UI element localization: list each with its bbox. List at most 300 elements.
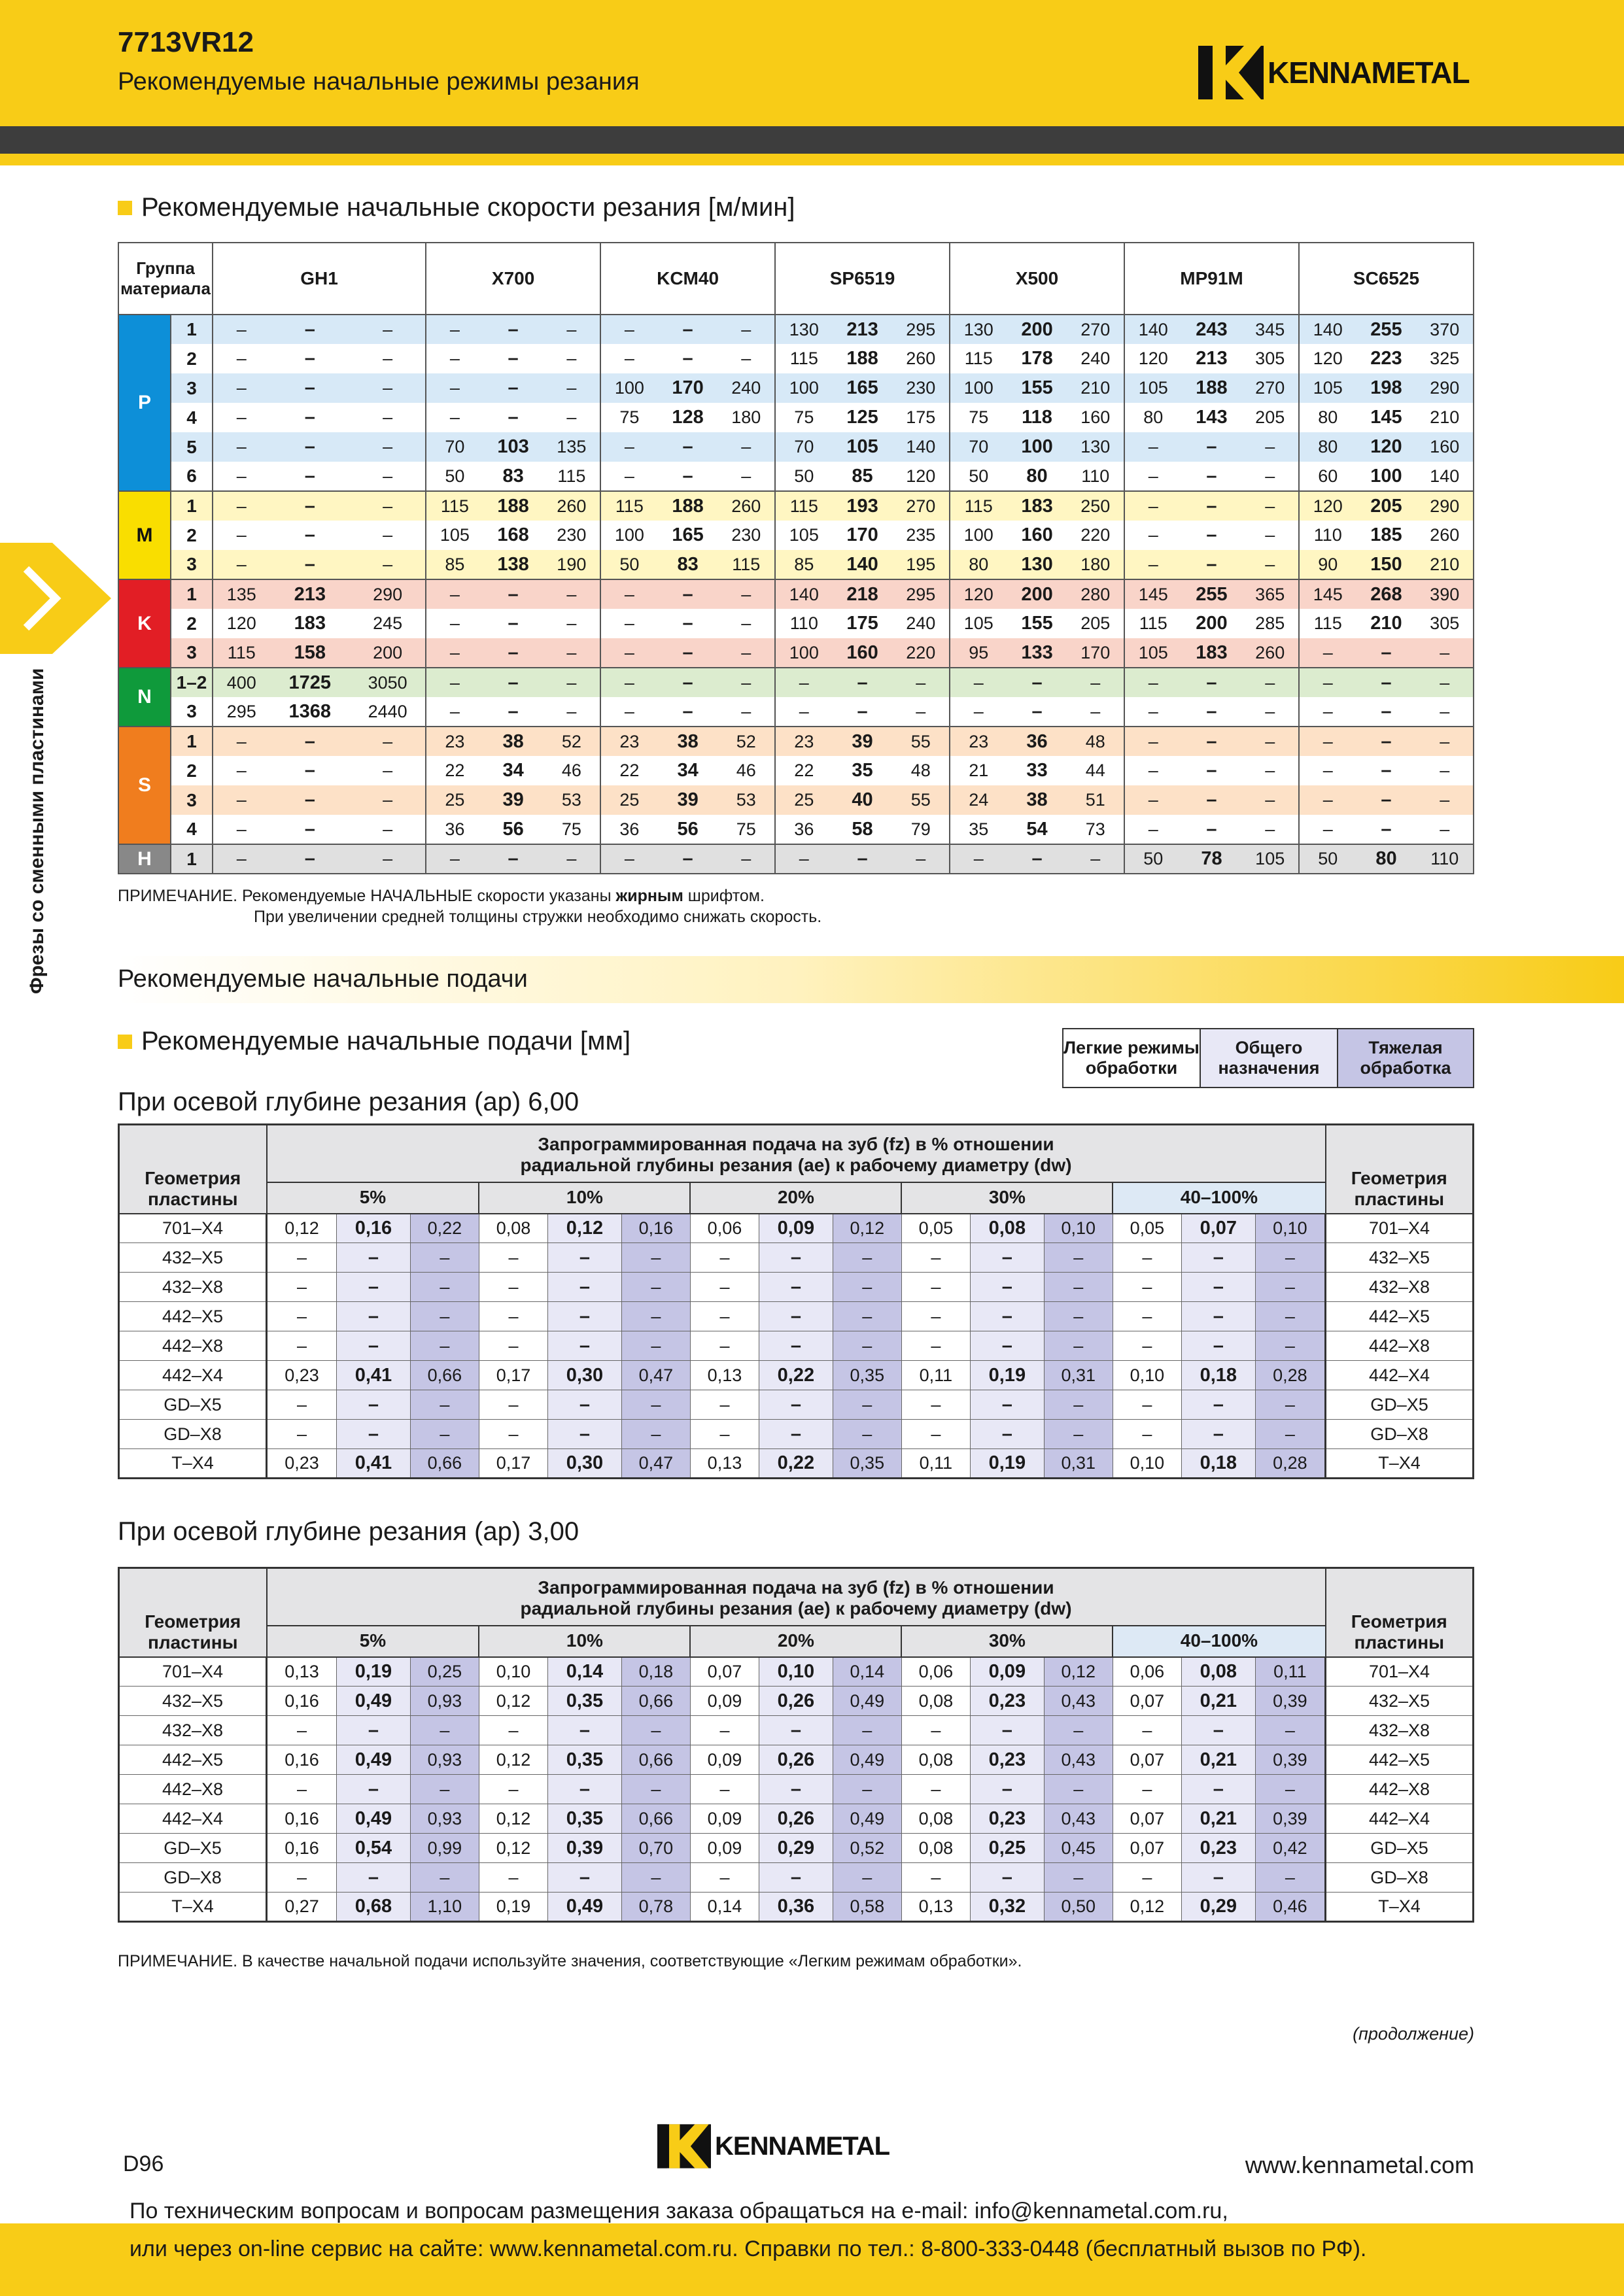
- speed-value: 120: [893, 462, 950, 491]
- feed-value: –: [1181, 1390, 1255, 1420]
- feed-value: –: [1181, 1302, 1255, 1331]
- speed-row: [118, 756, 1474, 785]
- speed-value: 110: [1299, 521, 1356, 550]
- feed-value: –: [1044, 1420, 1113, 1449]
- material-subgroup: 2: [171, 609, 213, 638]
- feed-value: –: [548, 1390, 622, 1420]
- feed-value: –: [410, 1243, 479, 1273]
- speed-value: 80: [1299, 432, 1356, 462]
- speed-value: –: [1067, 697, 1124, 727]
- feed-value: 0,10: [1044, 1214, 1113, 1243]
- speed-value: –: [426, 373, 483, 403]
- feed-value: –: [1255, 1302, 1325, 1331]
- speed-value: 193: [833, 491, 893, 521]
- feed-value: –: [901, 1863, 970, 1893]
- feed-value: –: [1113, 1273, 1181, 1302]
- feed-value: –: [479, 1716, 547, 1745]
- material-subgroup: 1: [171, 844, 213, 874]
- speed-value: –: [658, 668, 718, 697]
- speed-value: 105: [1124, 373, 1182, 403]
- footer-url[interactable]: www.kennametal.com: [1245, 2151, 1474, 2178]
- feed-value: 0,12: [548, 1214, 622, 1243]
- speed-value: 365: [1241, 579, 1299, 609]
- speed-value: –: [1124, 462, 1182, 491]
- speed-value: –: [893, 697, 950, 727]
- speed-value: –: [600, 462, 658, 491]
- speed-value: 188: [833, 344, 893, 373]
- speed-value: –: [600, 344, 658, 373]
- speed-value: –: [213, 432, 270, 462]
- speed-value: 165: [658, 521, 718, 550]
- feed-value: 0,12: [1113, 1893, 1181, 1922]
- speed-value: 240: [1067, 344, 1124, 373]
- speed-value: 170: [833, 521, 893, 550]
- speed-row: [118, 638, 1474, 668]
- percent-header: 10%: [479, 1626, 690, 1657]
- speed-value: 240: [718, 373, 776, 403]
- feed-value: –: [621, 1716, 690, 1745]
- speed-value: 110: [1416, 844, 1474, 874]
- feed-value: –: [759, 1302, 833, 1331]
- speed-value: 188: [658, 491, 718, 521]
- speed-value: –: [544, 315, 601, 344]
- feed-value: 0,66: [410, 1449, 479, 1479]
- speed-value: 118: [1007, 403, 1067, 432]
- feed-value: –: [337, 1863, 411, 1893]
- speed-value: –: [1299, 638, 1356, 668]
- speed-value: –: [658, 579, 718, 609]
- feed-value: –: [759, 1716, 833, 1745]
- geometry-label: 442–X4: [119, 1804, 267, 1834]
- feed-value: 0,22: [410, 1214, 479, 1243]
- feed-value: 0,36: [759, 1893, 833, 1922]
- speed-value: 24: [950, 785, 1007, 815]
- speed-value: 115: [544, 462, 601, 491]
- feed-value: –: [759, 1775, 833, 1804]
- feed-value: –: [901, 1420, 970, 1449]
- material-subgroup: 3: [171, 550, 213, 579]
- speed-value: –: [270, 462, 351, 491]
- feed-value: –: [548, 1775, 622, 1804]
- speed-value: 120: [1299, 491, 1356, 521]
- speed-value: 140: [775, 579, 833, 609]
- feed-value: –: [267, 1716, 337, 1745]
- feed-value: –: [690, 1331, 759, 1361]
- feed-value: 0,07: [690, 1657, 759, 1687]
- feed-table-2-title: При осевой глубине резания (ap) 3,00: [118, 1517, 579, 1546]
- feed-value: 0,43: [1044, 1804, 1113, 1834]
- feed-value: 0,10: [1113, 1361, 1181, 1390]
- speed-value: 240: [893, 609, 950, 638]
- feed-value: –: [1044, 1863, 1113, 1893]
- speed-value: 23: [775, 727, 833, 756]
- feed-value: –: [479, 1420, 547, 1449]
- feed-value: –: [410, 1420, 479, 1449]
- feed-value: –: [1113, 1775, 1181, 1804]
- speed-value: 83: [483, 462, 544, 491]
- feed-table-ap3: [118, 1567, 1474, 1923]
- feed-table-ap6: [118, 1123, 1474, 1479]
- geometry-label: 442–X5: [1326, 1302, 1474, 1331]
- feed-value: –: [690, 1863, 759, 1893]
- speed-value: –: [270, 403, 351, 432]
- speed-value: –: [350, 315, 426, 344]
- cutting-speed-table: [118, 242, 1474, 874]
- material-group-h: H: [118, 844, 171, 874]
- feed-row: [119, 1775, 1474, 1804]
- speed-value: –: [544, 344, 601, 373]
- speed-value: 255: [1182, 579, 1242, 609]
- speed-value: 100: [1007, 432, 1067, 462]
- speed-value: 305: [1416, 609, 1474, 638]
- speed-value: –: [658, 462, 718, 491]
- speed-value: 188: [1182, 373, 1242, 403]
- speed-value: 160: [1416, 432, 1474, 462]
- speed-value: 22: [775, 756, 833, 785]
- speed-value: –: [213, 727, 270, 756]
- feed-value: 0,70: [621, 1834, 690, 1863]
- speed-value: –: [1299, 815, 1356, 844]
- speed-value: –: [1007, 844, 1067, 874]
- feed-value: 0,28: [1255, 1361, 1325, 1390]
- speed-value: –: [1241, 491, 1299, 521]
- speed-value: –: [1416, 756, 1474, 785]
- feed-value: –: [690, 1716, 759, 1745]
- speed-value: 138: [483, 550, 544, 579]
- speed-value: –: [658, 609, 718, 638]
- geometry-label: 432–X8: [1326, 1273, 1474, 1302]
- feed-value: –: [833, 1302, 901, 1331]
- speed-row: [118, 785, 1474, 815]
- feed-value: –: [548, 1273, 622, 1302]
- feed-value: –: [410, 1390, 479, 1420]
- feed-value: 0,07: [1113, 1834, 1181, 1863]
- feed-value: 0,30: [548, 1449, 622, 1479]
- speed-value: –: [1299, 697, 1356, 727]
- speed-value: –: [213, 521, 270, 550]
- speed-value: 155: [1007, 609, 1067, 638]
- speed-value: 160: [1007, 521, 1067, 550]
- feed-value: 0,19: [970, 1361, 1044, 1390]
- speed-value: 60: [1299, 462, 1356, 491]
- speed-value: –: [1299, 668, 1356, 697]
- feed-value: –: [970, 1273, 1044, 1302]
- speed-value: 130: [1067, 432, 1124, 462]
- feed-value: 0,07: [1113, 1687, 1181, 1716]
- speed-value: –: [544, 373, 601, 403]
- feed-value: –: [833, 1390, 901, 1420]
- speed-value: –: [1356, 815, 1416, 844]
- percent-header: 10%: [479, 1182, 690, 1214]
- footer-logo: [657, 2124, 890, 2168]
- speed-value: 195: [893, 550, 950, 579]
- speed-value: –: [350, 756, 426, 785]
- feed-value: 0,18: [1181, 1449, 1255, 1479]
- speed-value: 210: [1356, 609, 1416, 638]
- speed-row: [118, 579, 1474, 609]
- speed-value: 260: [718, 491, 776, 521]
- speed-value: –: [483, 844, 544, 874]
- feed-value: –: [1181, 1420, 1255, 1449]
- speeds-note-line2: При увеличении средней толщины стружки необходимо снижать скорость.: [254, 908, 822, 926]
- feed-value: –: [759, 1863, 833, 1893]
- geometry-label: 442–X8: [1326, 1331, 1474, 1361]
- speed-value: –: [1182, 491, 1242, 521]
- feed-value: –: [267, 1863, 337, 1893]
- speed-value: 100: [950, 521, 1007, 550]
- speed-value: 145: [1356, 403, 1416, 432]
- feed-value: 0,35: [833, 1361, 901, 1390]
- feed-value: –: [267, 1390, 337, 1420]
- speed-value: 70: [426, 432, 483, 462]
- feed-value: 0,17: [479, 1449, 547, 1479]
- speed-value: 133: [1007, 638, 1067, 668]
- speed-value: 40: [833, 785, 893, 815]
- geometry-label: 442–X8: [1326, 1775, 1474, 1804]
- feed-value: –: [548, 1863, 622, 1893]
- feed-value: –: [1255, 1716, 1325, 1745]
- speed-value: 38: [483, 727, 544, 756]
- geometry-label: T–X4: [1326, 1449, 1474, 1479]
- feed-value: –: [901, 1331, 970, 1361]
- feed-value: –: [337, 1273, 411, 1302]
- feed-value: 0,12: [479, 1834, 547, 1863]
- material-subgroup: 3: [171, 697, 213, 727]
- feed-row: [119, 1420, 1474, 1449]
- speed-value: 115: [213, 638, 270, 668]
- speed-value: –: [426, 668, 483, 697]
- feed-value: –: [901, 1775, 970, 1804]
- speed-value: 168: [483, 521, 544, 550]
- speed-value: –: [483, 697, 544, 727]
- feed-value: –: [901, 1273, 970, 1302]
- feed-value: –: [970, 1716, 1044, 1745]
- speed-value: 73: [1067, 815, 1124, 844]
- speed-value: 140: [1124, 315, 1182, 344]
- speed-value: 36: [600, 815, 658, 844]
- speed-value: 100: [1356, 462, 1416, 491]
- continued-label: (продолжение): [1353, 2024, 1474, 2044]
- feed-value: –: [833, 1331, 901, 1361]
- speed-value: 80: [950, 550, 1007, 579]
- feed-table-1-title: При осевой глубине резания (ap) 6,00: [118, 1088, 579, 1116]
- speed-value: 38: [1007, 785, 1067, 815]
- feed-row: [119, 1390, 1474, 1420]
- feed-value: –: [1181, 1775, 1255, 1804]
- grade-header: KCM40: [600, 243, 775, 315]
- speed-value: 39: [483, 785, 544, 815]
- speed-value: –: [350, 727, 426, 756]
- feed-value: 0,23: [1181, 1834, 1255, 1863]
- feed-value: –: [479, 1863, 547, 1893]
- feed-value: 0,23: [267, 1361, 337, 1390]
- feed-value: 0,21: [1181, 1687, 1255, 1716]
- speed-value: –: [426, 844, 483, 874]
- feed-value: –: [621, 1273, 690, 1302]
- feed-value: –: [1044, 1716, 1113, 1745]
- feed-value: 0,10: [1113, 1449, 1181, 1479]
- speed-value: –: [544, 579, 601, 609]
- geometry-label: 701–X4: [119, 1214, 267, 1243]
- speed-value: 115: [600, 491, 658, 521]
- speed-value: 345: [1241, 315, 1299, 344]
- speed-value: 143: [1182, 403, 1242, 432]
- geometry-label: 432–X8: [119, 1273, 267, 1302]
- speed-value: –: [426, 697, 483, 727]
- speed-value: 198: [1356, 373, 1416, 403]
- feed-value: 0,39: [548, 1834, 622, 1863]
- speed-value: 218: [833, 579, 893, 609]
- feed-value: 0,08: [970, 1214, 1044, 1243]
- feed-value: 0,29: [1181, 1893, 1255, 1922]
- speed-value: –: [718, 344, 776, 373]
- feed-value: –: [833, 1273, 901, 1302]
- speed-value: 205: [1356, 491, 1416, 521]
- percent-header: 5%: [267, 1182, 479, 1214]
- feed-value: –: [267, 1331, 337, 1361]
- speed-value: 50: [1124, 844, 1182, 874]
- geometry-label: 432–X8: [119, 1716, 267, 1745]
- speed-value: –: [1356, 785, 1416, 815]
- speed-value: –: [270, 521, 351, 550]
- geometry-label: 442–X4: [1326, 1361, 1474, 1390]
- speed-value: –: [893, 668, 950, 697]
- feed-value: –: [970, 1863, 1044, 1893]
- speed-value: 140: [1299, 315, 1356, 344]
- feed-value: 0,31: [1044, 1449, 1113, 1479]
- speed-value: –: [270, 491, 351, 521]
- feed-value: 0,35: [833, 1449, 901, 1479]
- material-subgroup: 1: [171, 315, 213, 344]
- speed-value: –: [950, 697, 1007, 727]
- feed-value: –: [970, 1243, 1044, 1273]
- feed-value: –: [337, 1390, 411, 1420]
- feed-value: 0,39: [1255, 1745, 1325, 1775]
- material-subgroup: 1: [171, 491, 213, 521]
- speed-value: 100: [775, 638, 833, 668]
- speed-value: –: [270, 373, 351, 403]
- feed-value: 0,66: [621, 1687, 690, 1716]
- feed-value: –: [337, 1775, 411, 1804]
- speed-value: 210: [1067, 373, 1124, 403]
- speed-value: 175: [833, 609, 893, 638]
- speed-value: 78: [1182, 844, 1242, 874]
- feed-value: 0,08: [901, 1834, 970, 1863]
- feed-value: 0,28: [1255, 1449, 1325, 1479]
- speed-value: –: [1241, 727, 1299, 756]
- feed-value: –: [548, 1331, 622, 1361]
- speed-value: 54: [1007, 815, 1067, 844]
- feed-value: –: [901, 1716, 970, 1745]
- speed-value: –: [1124, 521, 1182, 550]
- speed-value: 183: [1182, 638, 1242, 668]
- feed-value: 0,14: [548, 1657, 622, 1687]
- speed-row: [118, 727, 1474, 756]
- material-group-p: P: [118, 315, 171, 491]
- speed-value: 50: [426, 462, 483, 491]
- speed-value: 46: [544, 756, 601, 785]
- feed-row: [119, 1361, 1474, 1390]
- material-subgroup: 3: [171, 373, 213, 403]
- speed-value: –: [483, 638, 544, 668]
- speed-value: –: [426, 579, 483, 609]
- legend-general: Общего назначения: [1201, 1029, 1338, 1087]
- speed-value: 120: [1124, 344, 1182, 373]
- speed-value: 38: [658, 727, 718, 756]
- feed-value: –: [690, 1243, 759, 1273]
- feed-value: 0,08: [479, 1214, 547, 1243]
- speed-value: 95: [950, 638, 1007, 668]
- speed-value: –: [544, 697, 601, 727]
- speed-value: 243: [1182, 315, 1242, 344]
- speed-value: 34: [483, 756, 544, 785]
- material-subgroup: 1: [171, 579, 213, 609]
- feed-value: 0,49: [833, 1745, 901, 1775]
- speed-value: 83: [658, 550, 718, 579]
- speed-value: 295: [893, 579, 950, 609]
- geometry-label: 442–X4: [119, 1361, 267, 1390]
- geometry-label: GD–X8: [1326, 1420, 1474, 1449]
- speed-value: –: [426, 315, 483, 344]
- feed-value: –: [479, 1273, 547, 1302]
- feed-value: –: [1113, 1716, 1181, 1745]
- speed-value: –: [350, 785, 426, 815]
- speed-value: –: [1299, 756, 1356, 785]
- speed-value: –: [658, 344, 718, 373]
- speed-value: –: [1182, 815, 1242, 844]
- speed-value: 48: [893, 756, 950, 785]
- feed-value: –: [833, 1775, 901, 1804]
- feed-value: –: [479, 1331, 547, 1361]
- speed-row: [118, 491, 1474, 521]
- feed-value: –: [410, 1775, 479, 1804]
- feed-value: 0,25: [970, 1834, 1044, 1863]
- feed-value: 0,06: [690, 1214, 759, 1243]
- speed-value: –: [658, 697, 718, 727]
- speed-value: 75: [544, 815, 601, 844]
- feed-value: –: [1255, 1863, 1325, 1893]
- feed-value: 0,16: [621, 1214, 690, 1243]
- speed-value: –: [600, 844, 658, 874]
- speeds-note-prefix: ПРИМЕЧАНИЕ. Рекомендуемые НАЧАЛЬНЫЕ скорости указаны: [118, 887, 616, 905]
- speed-value: 105: [950, 609, 1007, 638]
- speed-value: 305: [1241, 344, 1299, 373]
- page-subtitle: Рекомендуемые начальные режимы резания: [118, 68, 640, 95]
- speed-row: [118, 815, 1474, 844]
- speed-value: 46: [718, 756, 776, 785]
- feed-value: –: [1113, 1331, 1181, 1361]
- feeds-title: [118, 1027, 631, 1056]
- speed-value: 105: [775, 521, 833, 550]
- feed-value: 0,16: [267, 1834, 337, 1863]
- speed-value: 2440: [350, 697, 426, 727]
- feed-value: 0,78: [621, 1893, 690, 1922]
- speed-value: –: [833, 697, 893, 727]
- feed-value: 0,10: [1255, 1214, 1325, 1243]
- feed-value: –: [621, 1390, 690, 1420]
- speed-value: 290: [1416, 491, 1474, 521]
- speed-value: 36: [426, 815, 483, 844]
- speed-value: –: [1182, 550, 1242, 579]
- speed-value: 53: [544, 785, 601, 815]
- speed-value: 70: [950, 432, 1007, 462]
- feed-value: –: [759, 1273, 833, 1302]
- speed-value: 36: [1007, 727, 1067, 756]
- speed-value: 115: [950, 344, 1007, 373]
- speed-value: 280: [1067, 579, 1124, 609]
- speed-value: –: [1067, 844, 1124, 874]
- feed-value: –: [1181, 1331, 1255, 1361]
